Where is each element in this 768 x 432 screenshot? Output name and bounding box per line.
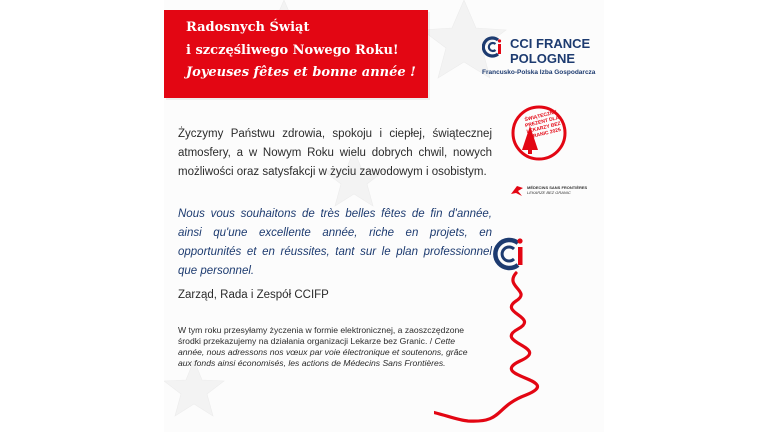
banner-title-line2: i szczęśliwego Nowego Roku! <box>186 43 399 58</box>
logo-name-line1: CCI FRANCE <box>510 36 591 51</box>
greeting-card <box>164 0 604 432</box>
gift-badge <box>510 104 568 162</box>
logo-subtitle: Francusko-Polska Izba Gospodarcza <box>482 69 596 76</box>
donation-note-french: Cette année, nous adressons nos vœux par voie électronique et soutenons, grâce aux fonds ainsi économisés, les actions de Médecins Sans Frontières. <box>178 336 468 368</box>
tree-top-logo-icon <box>495 238 522 268</box>
greeting-banner <box>164 10 428 98</box>
donation-note <box>178 325 478 369</box>
badge-text: ŚWIĄTECZNY PREZENT DLA LEKARZY BEZ GRANIC 2025 <box>524 109 562 141</box>
banner-title-line1: Radosnych Świąt <box>186 20 310 35</box>
msf-runner-icon <box>509 182 525 198</box>
msf-name-pl: LEKARZE BEZ GRANIC <box>527 190 571 195</box>
donation-note-polish: W tym roku przesyłamy życzenia w formie elektronicznej, a zaoszczędzone środki przekazujemy na działania organizacji Lekarze bez Granic. / <box>178 325 465 346</box>
cci-france-pologne-logo <box>482 34 602 82</box>
signature: Zarząd, Rada i Zespół CCIFP <box>178 289 329 301</box>
msf-name-fr: MÉDECINS SANS FRONTIÈRES <box>527 185 588 190</box>
banner-title-line3: Joyeuses fêtes et bonne année ! <box>186 65 416 80</box>
message-french: Nous vous souhaitons de très belles fêtes de fin d'année, ainsi qu'une excellente année, riche en projets, en opportunités et en réussites, tant sur le plan professionnel que personnel. <box>178 208 492 277</box>
logo-name-line2: POLOGNE <box>510 51 576 66</box>
message-polish: Życzymy Państwu zdrowia, spokoju i ciepłej, świątecznej atmosfery, a w Nowym Roku wielu dobrych chwil, nowych możliwości oraz satysfakcji w życiu zawodowym i osobistym. <box>178 128 492 178</box>
ribbon-tree-illustration <box>434 225 604 432</box>
cci-ring-icon <box>482 36 504 58</box>
msf-logo <box>509 182 588 204</box>
